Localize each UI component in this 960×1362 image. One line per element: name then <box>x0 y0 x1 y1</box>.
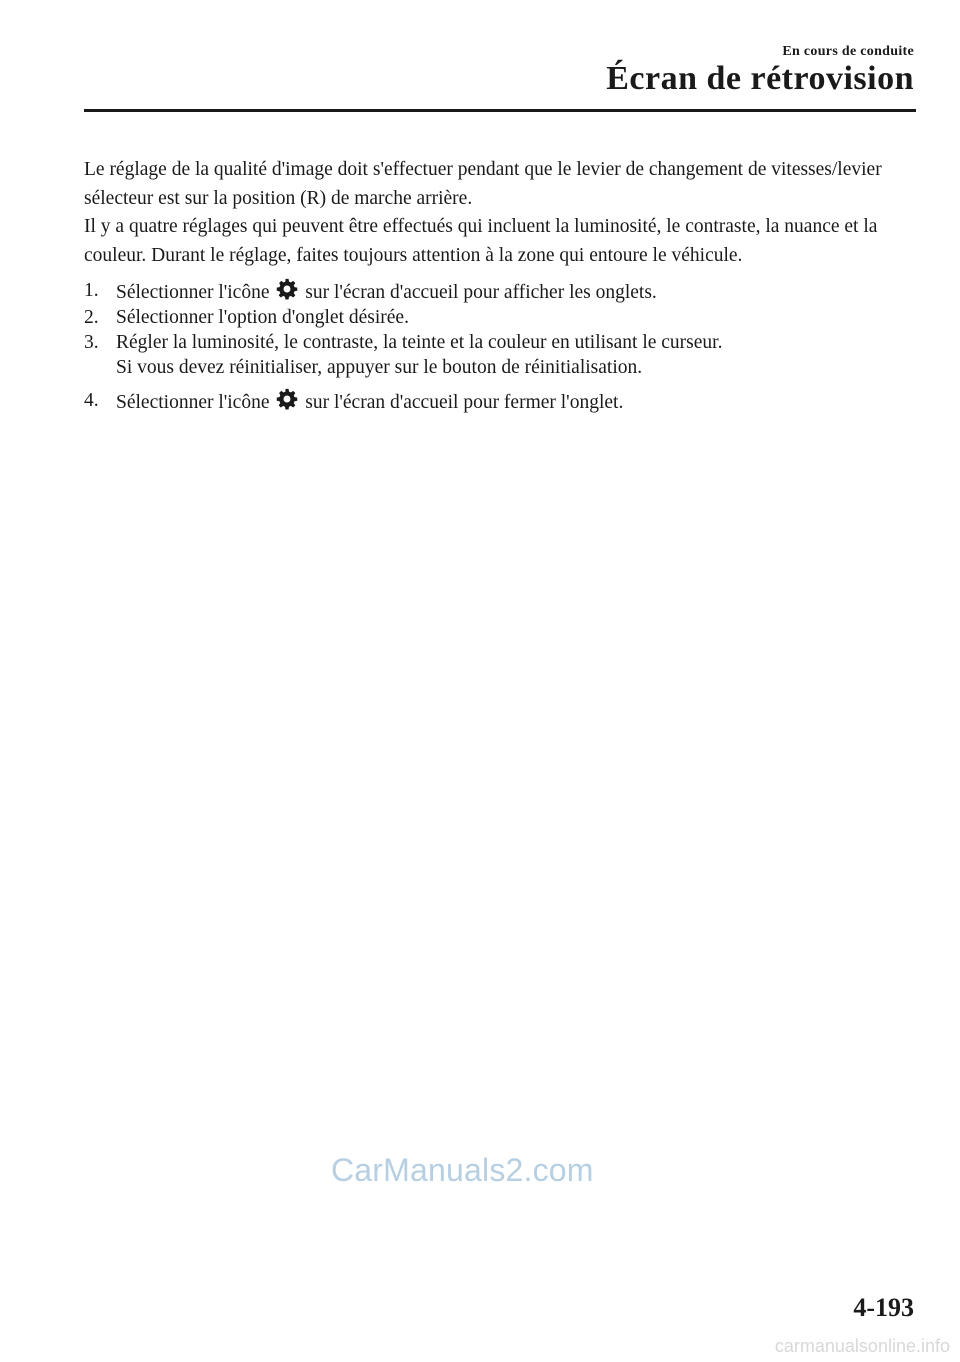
gear-icon <box>276 278 298 300</box>
body-text <box>84 156 896 415</box>
header-rule <box>84 109 916 112</box>
step-number: 3. <box>84 332 99 353</box>
step-number: 4. <box>84 390 99 411</box>
step-subtext: Si vous devez réinitialiser, appuyer sur le bouton de réinitialisation. <box>116 357 643 378</box>
step-text: Régler la luminosité, le contraste, la teinte et la couleur en utilisant le curseur. <box>116 332 723 353</box>
step-2 <box>84 305 896 330</box>
step-text-after: sur l'écran d'accueil pour afficher les onglets. <box>305 282 657 303</box>
step-text-before: Sélectionner l'icône <box>116 282 270 303</box>
page-title: Écran de rétrovision <box>606 60 914 97</box>
step-number: 1. <box>84 280 99 301</box>
page-number: 4-193 <box>853 1293 914 1322</box>
step-text-after: sur l'écran d'accueil pour fermer l'onglet. <box>305 392 624 413</box>
paragraph-2: Il y a quatre réglages qui peuvent être effectués qui incluent la luminosité, le contraste, la nuance et la couleur. Durant le réglage, faites toujours attention à la zone qui entoure le véhicule. <box>84 216 878 266</box>
step-4 <box>84 388 896 415</box>
step-number: 2. <box>84 307 99 328</box>
step-3 <box>84 330 896 380</box>
paragraph-1: Le réglage de la qualité d'image doit s'effectuer pendant que le levier de changement de vitesses/levier sélecteur est sur la position (R) de marche arrière. <box>84 159 882 209</box>
step-1 <box>84 278 896 305</box>
step-text: Sélectionner l'option d'onglet désirée. <box>116 307 409 328</box>
steps-list <box>84 278 896 415</box>
section-label: En cours de conduite <box>782 44 914 59</box>
footer-watermark: carmanualsonline.info <box>774 1336 950 1356</box>
gear-icon <box>276 388 298 410</box>
watermark: CarManuals2.com <box>331 1152 594 1188</box>
step-text-before: Sélectionner l'icône <box>116 392 270 413</box>
